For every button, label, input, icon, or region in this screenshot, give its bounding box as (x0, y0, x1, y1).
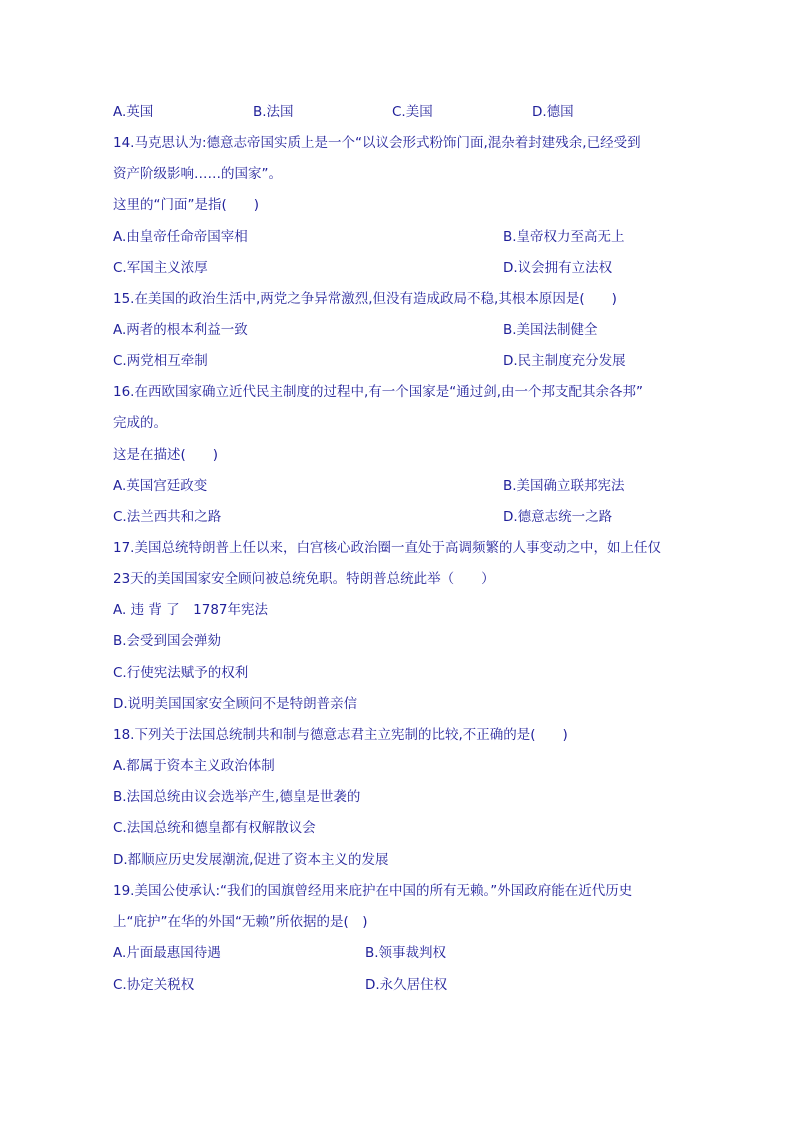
q18-option-b: B.法国总统由议会选举产生,德皇是世袭的 (113, 789, 361, 805)
q13-option-b: B.法国 (253, 104, 294, 120)
q16-option-d: D.德意志统一之路 (503, 509, 613, 525)
q17-option-d: D.说明美国国家安全顾问不是特朗普亲信 (113, 696, 358, 712)
q13-option-d: D.德国 (532, 104, 574, 120)
q14-option-a: A.由皇帝任命帝国宰相 (113, 229, 248, 245)
q13-option-a: A.英国 (113, 104, 154, 120)
q18-stem-line1: 18.下列关于法国总统制共和制与德意志君主立宪制的比较,不正确的是( ) (113, 727, 568, 743)
q19-option-d: D.永久居住权 (365, 977, 448, 993)
q14-option-b: B.皇帝权力至高无上 (503, 229, 625, 245)
q18-option-a: A.都属于资本主义政治体制 (113, 758, 275, 774)
q16-option-b: B.美国确立联邦宪法 (503, 478, 625, 494)
q15-option-c: C.两党相互牵制 (113, 353, 208, 369)
q18-option-d: D.都顺应历史发展潮流,促进了资本主义的发展 (113, 852, 389, 868)
q17-stem-line1: 17.美国总统特朗普上任以来，白宫核心政治圈一直处于高调频繁的人事变动之中，如上任仅 (113, 540, 661, 556)
q19-option-a: A.片面最惠国待遇 (113, 945, 221, 961)
q14-stem-line2: 资产阶级影响……的国家”。 (113, 166, 282, 182)
q14-stem-line1: 14.马克思认为:德意志帝国实质上是一个“以议会形式粉饰门面,混杂着封建残余,已经受到 (113, 135, 641, 151)
q16-option-c: C.法兰西共和之路 (113, 509, 222, 525)
q16-option-a: A.英国宫廷政变 (113, 478, 208, 494)
q18-option-c: C.法国总统和德皇都有权解散议会 (113, 820, 316, 836)
q19-stem-line1: 19.美国公使承认:“我们的国旗曾经用来庇护在中国的所有无赖。”外国政府能在近代历史 (113, 883, 633, 899)
q14-option-d: D.议会拥有立法权 (503, 260, 613, 276)
q17-option-c: C.行使宪法赋予的权利 (113, 665, 249, 681)
q15-stem-line1: 15.在美国的政治生活中,两党之争异常激烈,但没有造成政局不稳,其根本原因是( ) (113, 291, 617, 307)
q19-option-c: C.协定关税权 (113, 977, 195, 993)
q19-option-b: B.领事裁判权 (365, 945, 447, 961)
q15-option-d: D.民主制度充分发展 (503, 353, 626, 369)
q13-option-c: C.美国 (392, 104, 433, 120)
q16-stem-line3: 这是在描述( ) (113, 447, 219, 463)
q15-option-a: A.两者的根本利益一致 (113, 322, 248, 338)
q19-stem-line2: 上“庇护”在华的外国“无赖”所依据的是( ) (113, 914, 368, 930)
q16-stem-line1: 16.在西欧国家确立近代民主制度的过程中,有一个国家是“通过剑,由一个邦支配其余各邦” (113, 384, 644, 400)
q17-stem-line2: 23天的美国国家安全顾问被总统免职。特朗普总统此举（ ） (113, 571, 495, 587)
q15-option-b: B.美国法制健全 (503, 322, 598, 338)
q14-option-c: C.军国主义浓厚 (113, 260, 208, 276)
q14-stem-line3: 这里的“门面”是指( ) (113, 197, 260, 213)
q17-option-b: B.会受到国会弹劾 (113, 633, 222, 649)
q16-stem-line2: 完成的。 (113, 415, 167, 431)
q17-option-a: A. 违 背 了 1787年宪法 (113, 602, 269, 618)
